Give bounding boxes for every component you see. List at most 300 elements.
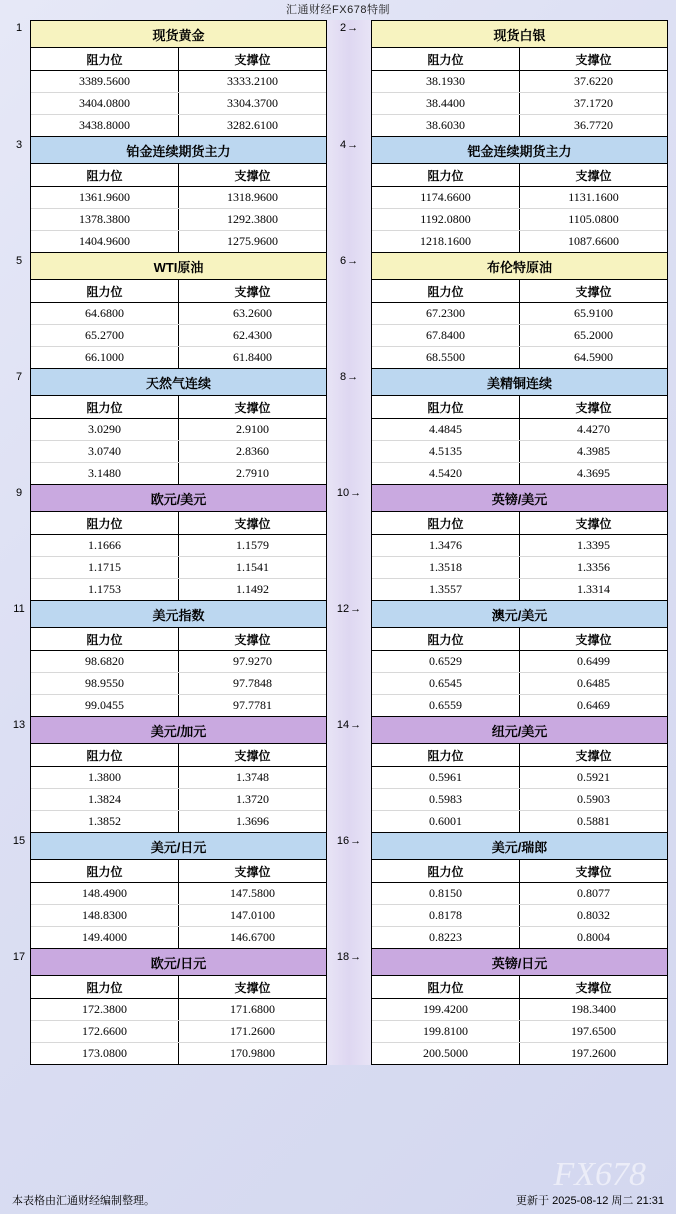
table-row: [31, 811, 326, 832]
quote-block: [371, 833, 668, 949]
resistance-value: 1.1666: [31, 535, 179, 556]
quote-row: [8, 949, 668, 1065]
support-value: 197.6500: [571, 1024, 616, 1038]
block-index-number: 1: [15, 22, 23, 34]
block-index-17: [8, 949, 30, 1065]
table-row: [372, 789, 667, 811]
resistance-header: 阻力位: [31, 396, 179, 418]
table-row: [31, 303, 326, 325]
table-row: [31, 535, 326, 557]
instrument-title: 布伦特原油: [372, 253, 667, 280]
table-row: [372, 905, 667, 927]
block-index-number: 14: [336, 719, 350, 731]
support-header: 支撑位: [575, 401, 612, 415]
support-header: 支撑位: [234, 633, 271, 647]
block-index-9: [8, 485, 30, 601]
instrument-title: 澳元/美元: [372, 601, 667, 628]
resistance-header: 阻力位: [31, 280, 179, 302]
column-headers: [372, 976, 667, 999]
block-index-11: [8, 601, 30, 717]
support-value: 0.6485: [577, 676, 610, 690]
instrument-title: 美元/瑞郎: [372, 833, 667, 860]
resistance-value: 1.3557: [372, 579, 520, 600]
support-value: 0.5903: [577, 792, 610, 806]
arrow-right-icon: →: [350, 719, 362, 731]
block-index-1: [8, 20, 30, 137]
quote-block: [30, 137, 327, 253]
support-value: 0.8004: [577, 930, 610, 944]
table-row: [31, 93, 326, 115]
block-index-2: [327, 20, 371, 137]
support-value: 2.9100: [236, 422, 269, 436]
resistance-value: 98.9550: [31, 673, 179, 694]
table-row: [372, 93, 667, 115]
table-row: [372, 651, 667, 673]
arrow-right-icon: →: [350, 951, 362, 963]
quote-row: [8, 369, 668, 485]
column-headers: [31, 512, 326, 535]
block-index-18: [327, 949, 371, 1065]
column-headers: [372, 164, 667, 187]
support-value: 3333.2100: [227, 74, 278, 88]
table-row: [31, 325, 326, 347]
block-index-number: 15: [12, 835, 26, 847]
support-value: 3282.6100: [227, 118, 278, 132]
arrow-right-icon: →: [350, 603, 362, 615]
support-header: 支撑位: [234, 981, 271, 995]
instrument-title: 钯金连续期货主力: [372, 137, 667, 164]
support-value: 62.4300: [233, 328, 272, 342]
support-value: 61.8400: [233, 350, 272, 364]
block-index-12: [327, 601, 371, 717]
resistance-value: 4.4845: [372, 419, 520, 440]
resistance-value: 3.0740: [31, 441, 179, 462]
arrow-right-icon: →: [350, 487, 362, 499]
quote-block: [30, 253, 327, 369]
instrument-title: 美元/日元: [31, 833, 326, 860]
resistance-value: 38.1930: [372, 71, 520, 92]
resistance-value: 99.0455: [31, 695, 179, 716]
resistance-value: 1378.3800: [31, 209, 179, 230]
block-index-14: [327, 717, 371, 833]
support-value: 0.6499: [577, 654, 610, 668]
block-index-8: [327, 369, 371, 485]
support-value: 97.9270: [233, 654, 272, 668]
support-header: 支撑位: [575, 285, 612, 299]
instrument-title: 现货黄金: [31, 21, 326, 48]
resistance-value: 199.4200: [372, 999, 520, 1020]
block-index-number: 13: [12, 719, 26, 731]
support-value: 171.2600: [230, 1024, 275, 1038]
table-row: [31, 557, 326, 579]
table-row: [372, 325, 667, 347]
support-value: 1.1541: [236, 560, 269, 574]
support-value: 0.5881: [577, 814, 610, 828]
table-row: [31, 927, 326, 948]
block-index-number: 6: [339, 255, 347, 267]
table-row: [372, 303, 667, 325]
resistance-value: 0.6529: [372, 651, 520, 672]
support-value: 1087.6600: [568, 234, 619, 248]
quote-block: [30, 485, 327, 601]
block-index-number: 3: [15, 139, 23, 151]
instrument-title: 现货白银: [372, 21, 667, 48]
quote-block: [371, 717, 668, 833]
resistance-value: 3438.8000: [31, 115, 179, 136]
support-value: 1131.1600: [568, 190, 619, 204]
quote-row: [8, 137, 668, 253]
resistance-value: 0.5961: [372, 767, 520, 788]
table-row: [372, 231, 667, 252]
watermark: FX678: [553, 1156, 646, 1193]
quote-block: [371, 20, 668, 137]
resistance-value: 1192.0800: [372, 209, 520, 230]
support-value: 4.3695: [577, 466, 610, 480]
table-row: [31, 71, 326, 93]
table-row: [372, 883, 667, 905]
support-value: 37.1720: [574, 96, 613, 110]
support-value: 1292.3800: [227, 212, 278, 226]
support-value: 1.3356: [577, 560, 610, 574]
arrow-right-icon: →: [347, 22, 359, 34]
block-index-number: 2: [339, 22, 347, 34]
resistance-value: 1.3518: [372, 557, 520, 578]
resistance-value: 200.5000: [372, 1043, 520, 1064]
quote-block: [371, 485, 668, 601]
resistance-header: 阻力位: [31, 860, 179, 882]
quote-block: [371, 949, 668, 1065]
table-row: [31, 1043, 326, 1064]
resistance-header: 阻力位: [372, 48, 520, 70]
resistance-value: 1.3824: [31, 789, 179, 810]
support-header: 支撑位: [234, 517, 271, 531]
quote-block: [30, 369, 327, 485]
support-value: 0.8032: [577, 908, 610, 922]
column-headers: [372, 744, 667, 767]
table-row: [372, 347, 667, 368]
resistance-value: 0.8150: [372, 883, 520, 904]
resistance-value: 38.6030: [372, 115, 520, 136]
support-header: 支撑位: [234, 401, 271, 415]
table-row: [372, 463, 667, 484]
column-headers: [31, 164, 326, 187]
table-row: [372, 441, 667, 463]
resistance-value: 172.6600: [31, 1021, 179, 1042]
block-index-5: [8, 253, 30, 369]
table-row: [31, 231, 326, 252]
table-row: [31, 579, 326, 600]
support-value: 1275.9600: [227, 234, 278, 248]
support-header: 支撑位: [575, 981, 612, 995]
instrument-title: 英镑/日元: [372, 949, 667, 976]
resistance-value: 67.2300: [372, 303, 520, 324]
resistance-value: 98.6820: [31, 651, 179, 672]
quote-row: [8, 833, 668, 949]
table-row: [31, 419, 326, 441]
resistance-value: 67.8400: [372, 325, 520, 346]
support-header: 支撑位: [575, 169, 612, 183]
block-index-6: [327, 253, 371, 369]
support-value: 2.7910: [236, 466, 269, 480]
resistance-header: 阻力位: [372, 396, 520, 418]
arrow-right-icon: →: [347, 255, 359, 267]
resistance-value: 172.3800: [31, 999, 179, 1020]
resistance-value: 1.3852: [31, 811, 179, 832]
support-value: 1.3314: [577, 582, 610, 596]
instrument-title: 天然气连续: [31, 369, 326, 396]
support-value: 97.7781: [233, 698, 272, 712]
support-value: 1.3696: [236, 814, 269, 828]
table-row: [31, 767, 326, 789]
support-header: 支撑位: [234, 865, 271, 879]
resistance-header: 阻力位: [31, 164, 179, 186]
table-row: [372, 419, 667, 441]
quote-block: [30, 717, 327, 833]
table-row: [31, 905, 326, 927]
resistance-value: 38.4400: [372, 93, 520, 114]
resistance-value: 64.6800: [31, 303, 179, 324]
table-row: [372, 673, 667, 695]
support-value: 1.1492: [236, 582, 269, 596]
table-row: [372, 209, 667, 231]
support-value: 1.3720: [236, 792, 269, 806]
table-row: [31, 187, 326, 209]
column-headers: [372, 628, 667, 651]
resistance-value: 1174.6600: [372, 187, 520, 208]
support-value: 147.0100: [230, 908, 275, 922]
support-header: 支撑位: [575, 749, 612, 763]
support-value: 197.2600: [571, 1046, 616, 1060]
resistance-header: 阻力位: [372, 744, 520, 766]
support-value: 4.3985: [577, 444, 610, 458]
arrow-right-icon: →: [347, 139, 359, 151]
support-value: 4.4270: [577, 422, 610, 436]
column-headers: [31, 976, 326, 999]
instrument-title: 英镑/美元: [372, 485, 667, 512]
resistance-header: 阻力位: [372, 628, 520, 650]
resistance-value: 4.5420: [372, 463, 520, 484]
resistance-value: 0.6559: [372, 695, 520, 716]
instrument-title: 美元指数: [31, 601, 326, 628]
support-header: 支撑位: [575, 865, 612, 879]
block-index-number: 10: [336, 487, 350, 499]
resistance-value: 3.1480: [31, 463, 179, 484]
table-row: [372, 999, 667, 1021]
table-row: [372, 115, 667, 136]
resistance-value: 3.0290: [31, 419, 179, 440]
arrow-right-icon: →: [350, 835, 362, 847]
resistance-value: 3389.5600: [31, 71, 179, 92]
page-header: 汇通财经FX678特制: [286, 4, 390, 16]
table-row: [372, 1021, 667, 1043]
block-index-15: [8, 833, 30, 949]
support-value: 170.9800: [230, 1046, 275, 1060]
resistance-header: 阻力位: [31, 976, 179, 998]
resistance-value: 0.6001: [372, 811, 520, 832]
column-headers: [372, 860, 667, 883]
support-value: 146.6700: [230, 930, 275, 944]
block-index-13: [8, 717, 30, 833]
table-row: [31, 441, 326, 463]
table-row: [372, 579, 667, 600]
instrument-title: 纽元/美元: [372, 717, 667, 744]
column-headers: [31, 280, 326, 303]
block-index-number: 5: [15, 255, 23, 267]
support-value: 37.6220: [574, 74, 613, 88]
resistance-value: 1218.1600: [372, 231, 520, 252]
block-index-number: 17: [12, 951, 26, 963]
instrument-title: 欧元/美元: [31, 485, 326, 512]
quote-block: [30, 601, 327, 717]
block-index-number: 16: [336, 835, 350, 847]
support-header: 支撑位: [234, 749, 271, 763]
column-headers: [372, 48, 667, 71]
support-header: 支撑位: [575, 633, 612, 647]
quote-row: [8, 20, 668, 137]
block-index-number: 11: [13, 603, 25, 615]
quote-block: [371, 601, 668, 717]
instrument-title: WTI原油: [31, 253, 326, 280]
support-value: 171.6800: [230, 1002, 275, 1016]
table-row: [372, 71, 667, 93]
column-headers: [31, 48, 326, 71]
resistance-value: 0.5983: [372, 789, 520, 810]
support-value: 1318.9600: [227, 190, 278, 204]
table-row: [31, 347, 326, 368]
resistance-value: 148.8300: [31, 905, 179, 926]
block-index-number: 8: [339, 371, 347, 383]
footer-left-text: 本表格由汇通财经编制整理。: [12, 1195, 155, 1207]
column-headers: [372, 280, 667, 303]
quote-block: [371, 253, 668, 369]
resistance-header: 阻力位: [372, 280, 520, 302]
column-headers: [31, 628, 326, 651]
table-row: [31, 673, 326, 695]
block-index-4: [327, 137, 371, 253]
table-row: [31, 115, 326, 136]
support-header: 支撑位: [234, 285, 271, 299]
support-value: 36.7720: [574, 118, 613, 132]
resistance-value: 65.2700: [31, 325, 179, 346]
instrument-title: 铂金连续期货主力: [31, 137, 326, 164]
quote-block: [30, 949, 327, 1065]
page-footer: [8, 1192, 668, 1208]
table-row: [372, 927, 667, 948]
quote-block: [30, 20, 327, 137]
resistance-value: 0.8178: [372, 905, 520, 926]
resistance-header: 阻力位: [31, 48, 179, 70]
table-row: [372, 1043, 667, 1064]
table-row: [372, 811, 667, 832]
resistance-header: 阻力位: [372, 512, 520, 534]
resistance-value: 68.5500: [372, 347, 520, 368]
table-row: [31, 1021, 326, 1043]
resistance-value: 66.1000: [31, 347, 179, 368]
instrument-title: 美精铜连续: [372, 369, 667, 396]
column-headers: [372, 396, 667, 419]
resistance-value: 1.3476: [372, 535, 520, 556]
support-value: 65.2000: [574, 328, 613, 342]
support-value: 64.5900: [574, 350, 613, 364]
instrument-title: 美元/加元: [31, 717, 326, 744]
resistance-value: 0.8223: [372, 927, 520, 948]
table-row: [31, 651, 326, 673]
table-row: [31, 463, 326, 484]
support-value: 65.9100: [574, 306, 613, 320]
support-value: 63.2600: [233, 306, 272, 320]
resistance-value: 1.1715: [31, 557, 179, 578]
block-index-3: [8, 137, 30, 253]
resistance-value: 0.6545: [372, 673, 520, 694]
resistance-header: 阻力位: [31, 512, 179, 534]
block-index-number: 9: [15, 487, 23, 499]
quote-row: [8, 253, 668, 369]
block-index-16: [327, 833, 371, 949]
support-value: 1.1579: [236, 538, 269, 552]
quote-block: [30, 833, 327, 949]
table-row: [372, 535, 667, 557]
resistance-value: 173.0800: [31, 1043, 179, 1064]
quote-row: [8, 601, 668, 717]
support-value: 0.8077: [577, 886, 610, 900]
resistance-header: 阻力位: [31, 744, 179, 766]
resistance-value: 1.1753: [31, 579, 179, 600]
resistance-header: 阻力位: [372, 860, 520, 882]
resistance-value: 1404.9600: [31, 231, 179, 252]
block-index-number: 12: [336, 603, 350, 615]
table-row: [31, 789, 326, 811]
support-value: 1.3748: [236, 770, 269, 784]
column-headers: [372, 512, 667, 535]
support-value: 2.8360: [236, 444, 269, 458]
support-value: 3304.3700: [227, 96, 278, 110]
block-index-number: 4: [339, 139, 347, 151]
table-row: [31, 209, 326, 231]
support-value: 0.5921: [577, 770, 610, 784]
quote-block: [371, 137, 668, 253]
table-row: [31, 695, 326, 716]
table-row: [31, 999, 326, 1021]
arrow-right-icon: →: [347, 371, 359, 383]
block-index-10: [327, 485, 371, 601]
block-index-number: 18: [336, 951, 350, 963]
block-index-number: 7: [15, 371, 23, 383]
quote-row: [8, 717, 668, 833]
resistance-value: 1.3800: [31, 767, 179, 788]
block-index-7: [8, 369, 30, 485]
support-value: 1.3395: [577, 538, 610, 552]
resistance-value: 149.4000: [31, 927, 179, 948]
support-header: 支撑位: [575, 53, 612, 67]
table-row: [372, 187, 667, 209]
support-value: 0.6469: [577, 698, 610, 712]
support-header: 支撑位: [234, 53, 271, 67]
support-value: 147.5800: [230, 886, 275, 900]
table-row: [372, 695, 667, 716]
support-header: 支撑位: [234, 169, 271, 183]
support-header: 支撑位: [575, 517, 612, 531]
resistance-value: 4.5135: [372, 441, 520, 462]
table-row: [372, 557, 667, 579]
instrument-title: 欧元/日元: [31, 949, 326, 976]
resistance-value: 199.8100: [372, 1021, 520, 1042]
resistance-value: 1361.9600: [31, 187, 179, 208]
column-headers: [31, 396, 326, 419]
resistance-value: 148.4900: [31, 883, 179, 904]
table-row: [372, 767, 667, 789]
column-headers: [31, 860, 326, 883]
quote-row: [8, 485, 668, 601]
